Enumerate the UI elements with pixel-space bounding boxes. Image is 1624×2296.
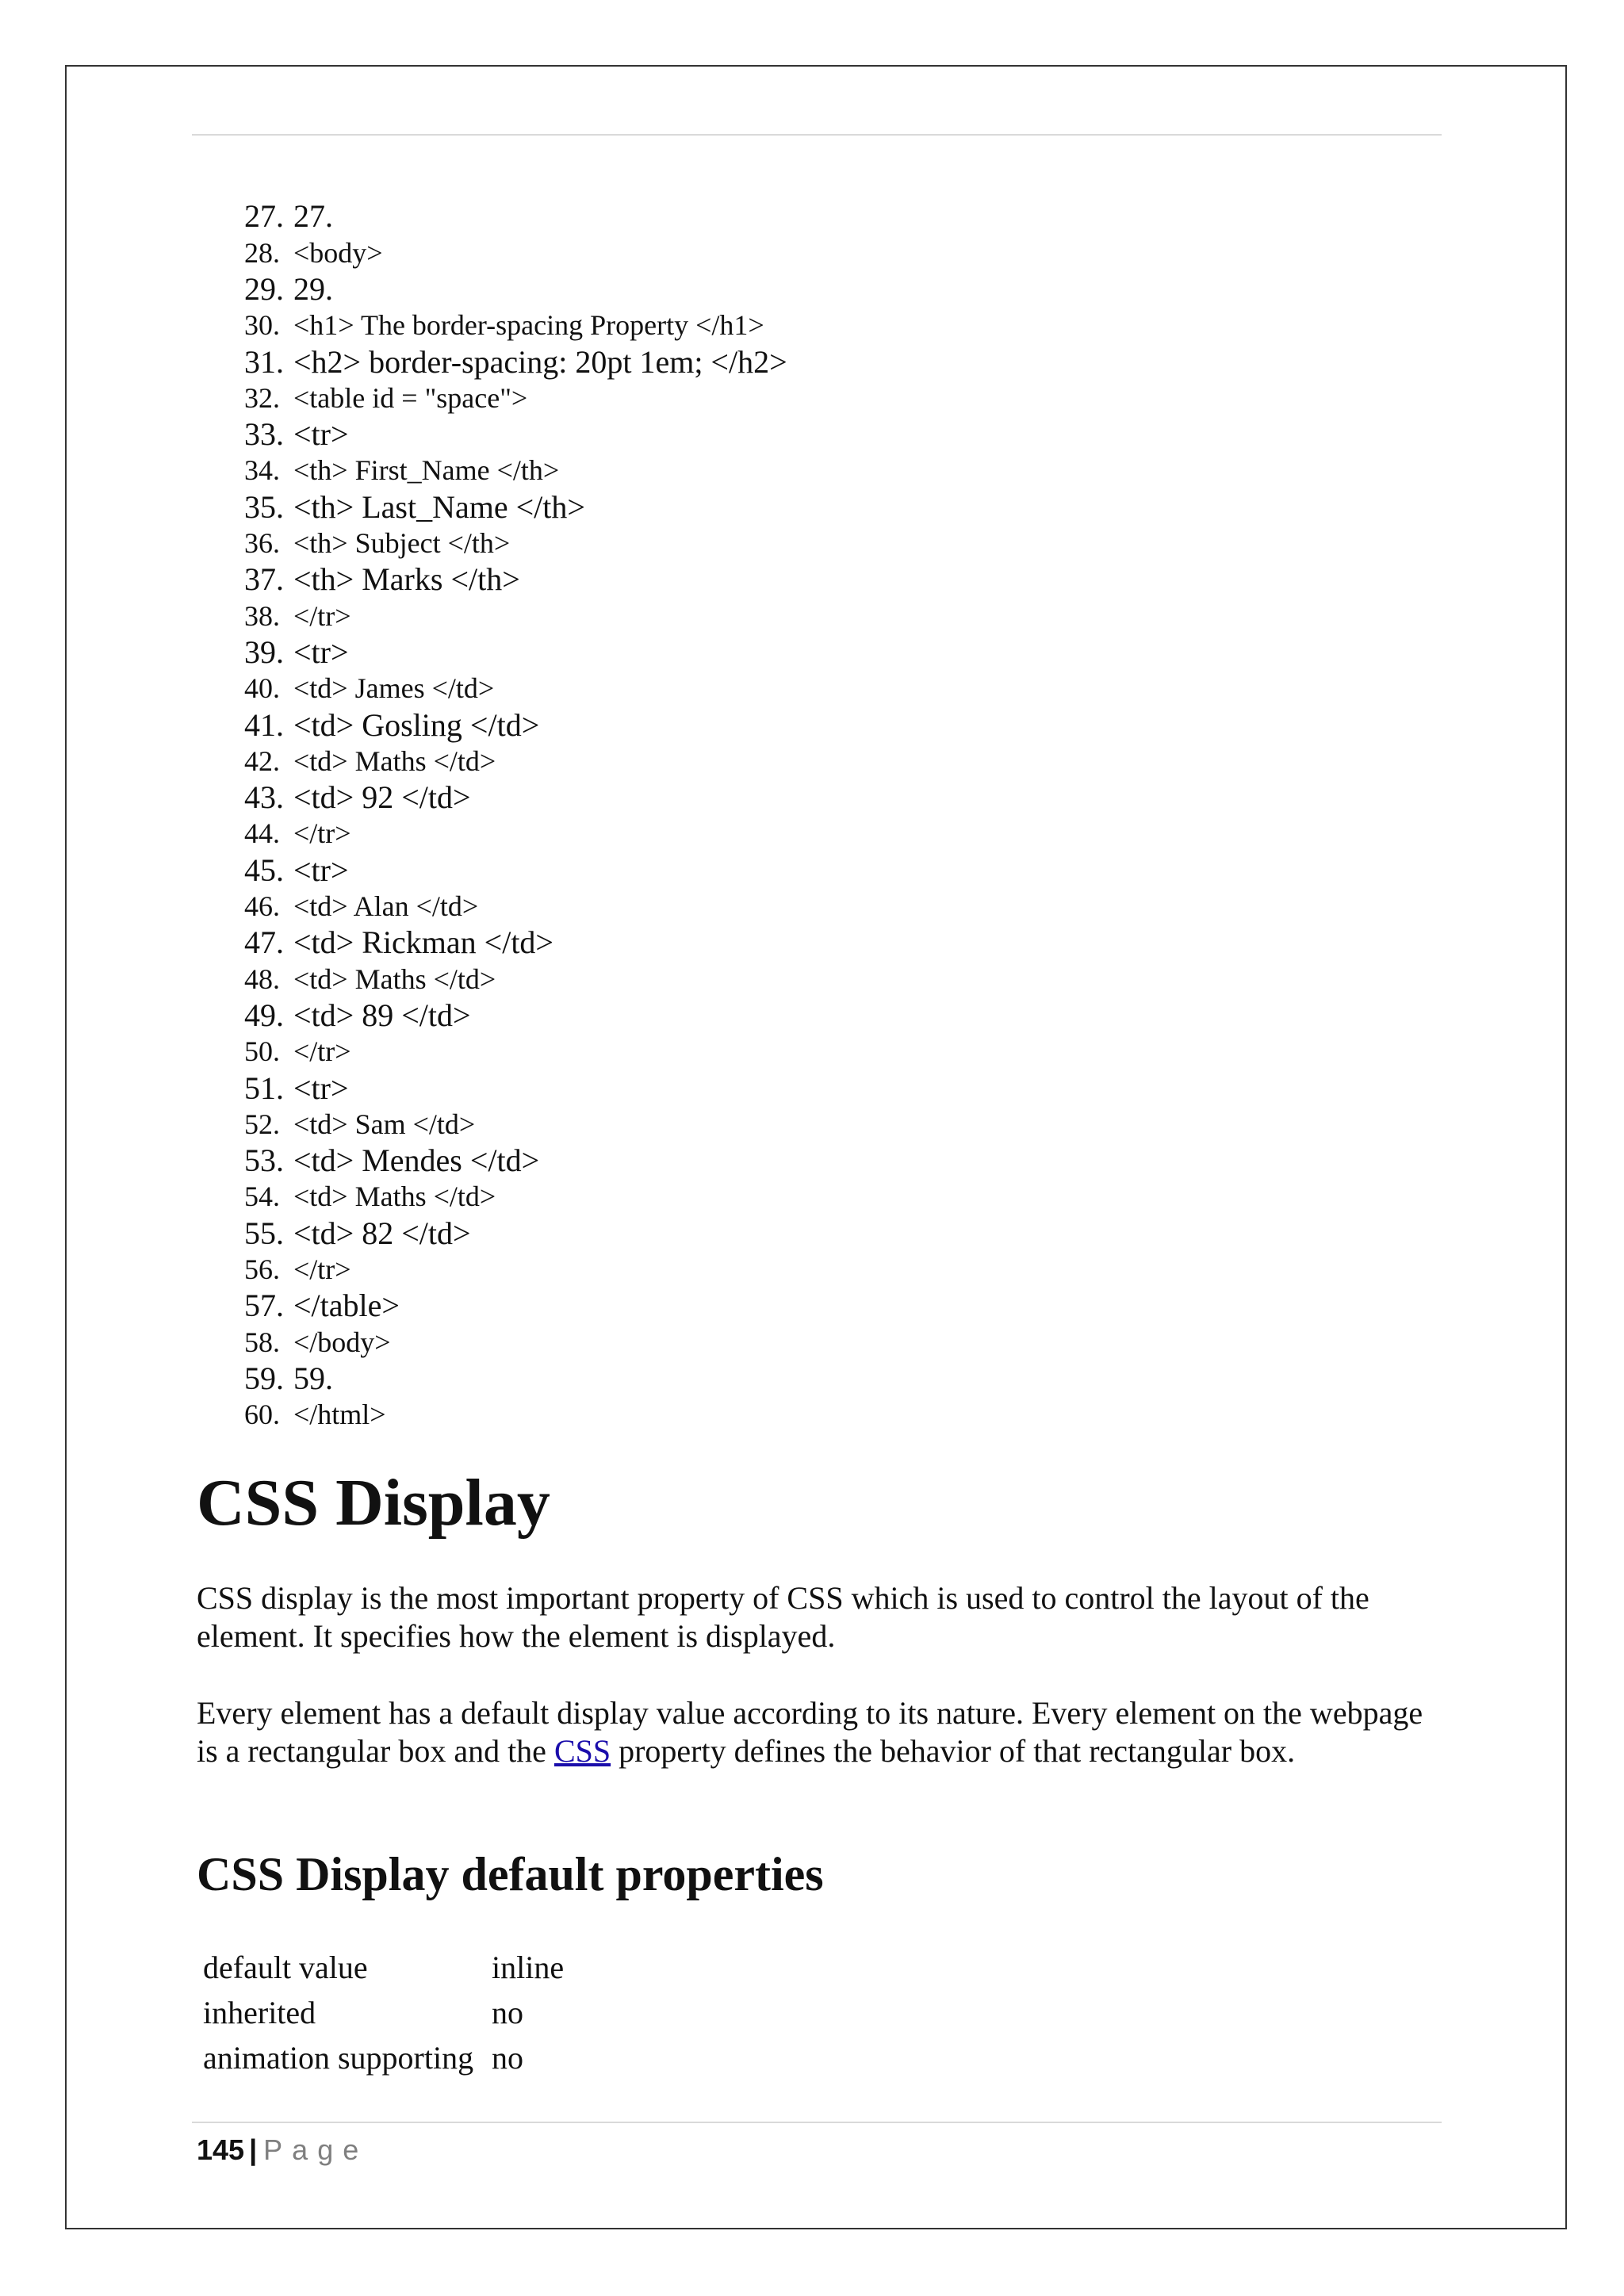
code-line bbox=[244, 416, 1434, 453]
code-text: <h1> The border-spacing Property </h1> bbox=[293, 309, 764, 342]
code-text: 59. bbox=[293, 1360, 333, 1396]
code-line bbox=[244, 1360, 1434, 1397]
code-text: <td> Mendes </td> bbox=[293, 1142, 540, 1179]
code-text: <td> Alan </td> bbox=[293, 890, 479, 923]
default-value-paragraph bbox=[197, 1694, 1434, 1770]
line-number: 59. bbox=[244, 1360, 284, 1396]
code-line bbox=[244, 235, 1434, 271]
line-number: 35. bbox=[244, 488, 284, 525]
line-number: 48. bbox=[244, 962, 280, 995]
section-heading: CSS Display bbox=[197, 1466, 550, 1540]
code-text: </tr> bbox=[293, 1035, 351, 1068]
code-line bbox=[244, 1106, 1434, 1142]
line-number: 53. bbox=[244, 1142, 284, 1179]
line-number: 47. bbox=[244, 924, 284, 961]
line-number: 32. bbox=[244, 381, 280, 414]
code-text: </tr> bbox=[293, 817, 351, 850]
code-text: </tr> bbox=[293, 599, 351, 632]
code-text: <td> 89 </td> bbox=[293, 997, 471, 1033]
code-line bbox=[244, 670, 1434, 706]
code-text: <tr> bbox=[293, 633, 349, 670]
code-line bbox=[244, 924, 1434, 961]
code-line bbox=[244, 816, 1434, 852]
properties-table bbox=[203, 1945, 564, 2080]
code-text: <td> Maths </td> bbox=[293, 744, 496, 777]
line-number: 60. bbox=[244, 1399, 280, 1431]
code-text: 29. bbox=[293, 271, 333, 307]
subsection-heading: CSS Display default properties bbox=[197, 1848, 824, 1900]
line-number: 46. bbox=[244, 890, 280, 923]
code-text: <td> Gosling </td> bbox=[293, 706, 540, 743]
line-number: 37. bbox=[244, 561, 284, 598]
code-text: </body> bbox=[293, 1326, 391, 1358]
page-number: 145 bbox=[197, 2133, 245, 2166]
code-line bbox=[244, 1396, 1434, 1433]
code-listing bbox=[244, 198, 1434, 1433]
code-text: <td> Maths </td> bbox=[293, 962, 496, 995]
code-text: <tr> bbox=[293, 851, 349, 888]
intro-paragraph: CSS display is the most important property of CSS which is used to control the layout of the element. It specifies how the element is displayed. bbox=[197, 1580, 1369, 1654]
code-text: <td> Rickman </td> bbox=[293, 924, 553, 961]
line-number: 27. bbox=[244, 198, 284, 235]
code-text: <td> 82 </td> bbox=[293, 1215, 471, 1251]
line-number: 56. bbox=[244, 1253, 280, 1285]
code-line bbox=[244, 453, 1434, 489]
code-line bbox=[244, 1070, 1434, 1106]
line-number: 57. bbox=[244, 1288, 284, 1324]
property-value: no bbox=[492, 1995, 523, 2030]
line-number: 43. bbox=[244, 779, 284, 816]
line-number: 28. bbox=[244, 236, 280, 269]
code-line bbox=[244, 997, 1434, 1034]
line-number: 50. bbox=[244, 1035, 280, 1068]
line-number: 45. bbox=[244, 851, 284, 888]
line-number: 41. bbox=[244, 706, 284, 743]
code-line bbox=[244, 1179, 1434, 1215]
code-line bbox=[244, 1142, 1434, 1179]
footer-rule bbox=[192, 2122, 1442, 2123]
code-line bbox=[244, 961, 1434, 997]
line-number: 33. bbox=[244, 416, 284, 453]
table-row bbox=[203, 1945, 564, 1990]
code-line bbox=[244, 380, 1434, 416]
code-line bbox=[244, 598, 1434, 634]
line-number: 36. bbox=[244, 527, 280, 560]
line-number: 51. bbox=[244, 1070, 284, 1106]
code-text: <table id = "space"> bbox=[293, 381, 528, 414]
code-text: <td> James </td> bbox=[293, 672, 495, 705]
code-text: <h2> border-spacing: 20pt 1em; </h2> bbox=[293, 343, 787, 380]
code-text: <td> 92 </td> bbox=[293, 779, 471, 816]
code-line bbox=[244, 1033, 1434, 1070]
property-name: animation supporting bbox=[203, 2040, 474, 2076]
code-line bbox=[244, 1251, 1434, 1288]
code-text: <tr> bbox=[293, 1070, 349, 1106]
code-text: <td> Sam </td> bbox=[293, 1108, 476, 1140]
code-text: <th> Last_Name </th> bbox=[293, 488, 585, 525]
table-row bbox=[203, 1990, 564, 2035]
line-number: 52. bbox=[244, 1108, 280, 1140]
page-footer bbox=[197, 2131, 368, 2169]
code-text: <body> bbox=[293, 236, 383, 269]
code-line bbox=[244, 634, 1434, 671]
property-value: inline bbox=[492, 1950, 565, 1985]
code-line bbox=[244, 1288, 1434, 1324]
line-number: 42. bbox=[244, 744, 280, 777]
code-text: <th> First_Name </th> bbox=[293, 454, 560, 487]
line-number: 30. bbox=[244, 309, 280, 342]
code-text: </html> bbox=[293, 1399, 386, 1431]
code-text: 27. bbox=[293, 198, 333, 235]
line-number: 34. bbox=[244, 454, 280, 487]
table-row bbox=[203, 2035, 564, 2080]
code-line bbox=[244, 851, 1434, 888]
code-line bbox=[244, 743, 1434, 779]
code-text: </table> bbox=[293, 1288, 400, 1324]
css-link[interactable]: CSS bbox=[553, 1733, 611, 1769]
code-line bbox=[244, 307, 1434, 343]
line-number: 58. bbox=[244, 1326, 280, 1358]
code-line bbox=[244, 525, 1434, 561]
code-text: <th> Marks </th> bbox=[293, 561, 520, 598]
code-text: <tr> bbox=[293, 416, 349, 453]
code-line bbox=[244, 271, 1434, 308]
paragraph-text-after-link: property defines the behavior of that rectangular box. bbox=[611, 1733, 1296, 1769]
line-number: 29. bbox=[244, 271, 284, 307]
code-line bbox=[244, 343, 1434, 380]
code-text: <td> Maths </td> bbox=[293, 1181, 496, 1213]
code-line bbox=[244, 198, 1434, 235]
code-line bbox=[244, 1324, 1434, 1360]
code-line bbox=[244, 706, 1434, 743]
property-value: no bbox=[492, 2040, 523, 2076]
code-text: </tr> bbox=[293, 1253, 351, 1285]
line-number: 38. bbox=[244, 599, 280, 632]
line-number: 54. bbox=[244, 1181, 280, 1213]
line-number: 49. bbox=[244, 997, 284, 1033]
page-label: Page bbox=[263, 2133, 369, 2166]
code-line bbox=[244, 888, 1434, 924]
code-line bbox=[244, 561, 1434, 598]
paragraph-text-before-link: Every element has a default display value according to its nature. Every element on the webpage is a rectangular box and the bbox=[197, 1695, 1423, 1769]
line-number: 40. bbox=[244, 672, 280, 705]
property-name: inherited bbox=[203, 1995, 316, 2030]
code-text: <th> Subject </th> bbox=[293, 527, 511, 560]
line-number: 55. bbox=[244, 1215, 284, 1251]
code-line bbox=[244, 1215, 1434, 1251]
header-rule bbox=[192, 134, 1442, 136]
line-number: 31. bbox=[244, 343, 284, 380]
code-line bbox=[244, 488, 1434, 525]
property-name: default value bbox=[203, 1950, 368, 1985]
line-number: 39. bbox=[244, 633, 284, 670]
code-line bbox=[244, 779, 1434, 816]
footer-separator: | bbox=[249, 2133, 258, 2166]
line-number: 44. bbox=[244, 817, 280, 850]
